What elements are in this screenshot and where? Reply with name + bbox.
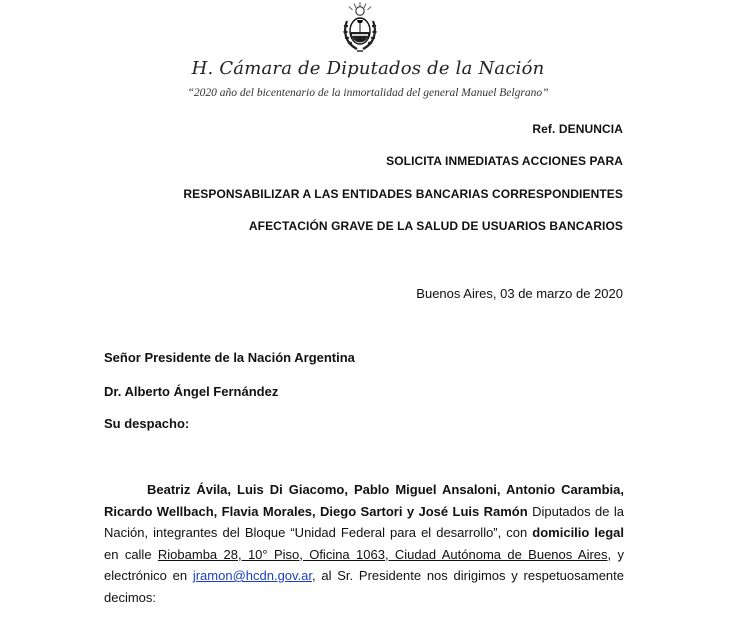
signatories: Beatriz Ávila, Luis Di Giacomo, Pablo Miguel Ansaloni, Antonio Carambia, Ricardo Wellbach, Flavia Morales, Diego Sartori y José Luis Ramón (104, 482, 624, 519)
body-paragraph (104, 479, 624, 608)
place-and-date: Buenos Aires, 03 de marzo de 2020 (416, 286, 623, 301)
addressee-title: Señor Presidente de la Nación Argentina (104, 350, 355, 365)
email-link[interactable]: jramon@hcdn.gov.ar (192, 568, 313, 583)
street-address: Riobamba 28, 10° Piso, Oficina 1063, Ciudad Autónoma de Buenos Aires (157, 546, 608, 562)
body-text-segment: , y electrónico en (104, 546, 624, 583)
addressee-closing: Su despacho: (104, 416, 190, 431)
body-text-segment: , al Sr. Presidente nos dirigimos y respetuosamente decimos: (104, 568, 624, 605)
letterhead (0, 0, 736, 108)
body-text-segment: Diputados de la Nación, integrantes del Bloque “Unidad Federal para el desarrollo”, con (104, 503, 624, 540)
reference-title: Ref. DENUNCIA (532, 122, 623, 136)
reference-line: RESPONSABILIZAR A LAS ENTIDADES BANCARIAS CORRESPONDIENTES (183, 187, 623, 201)
letterhead-motto: “2020 año del bicentenario de la inmortalidad del general Manuel Belgrano” (187, 87, 549, 99)
national-coat-of-arms-icon (340, 1, 380, 53)
reference-line: AFECTACIÓN GRAVE DE LA SALUD DE USUARIOS BANCARIOS (248, 219, 623, 233)
addressee-name: Dr. Alberto Ángel Fernández (104, 384, 279, 399)
body-text-segment: en calle (104, 546, 158, 562)
legal-address-label: domicilio legal (532, 525, 624, 540)
chamber-name: H. Cámara de Diputados de la Nación (191, 58, 545, 79)
reference-line: SOLICITA INMEDIATAS ACCIONES PARA (386, 154, 623, 168)
